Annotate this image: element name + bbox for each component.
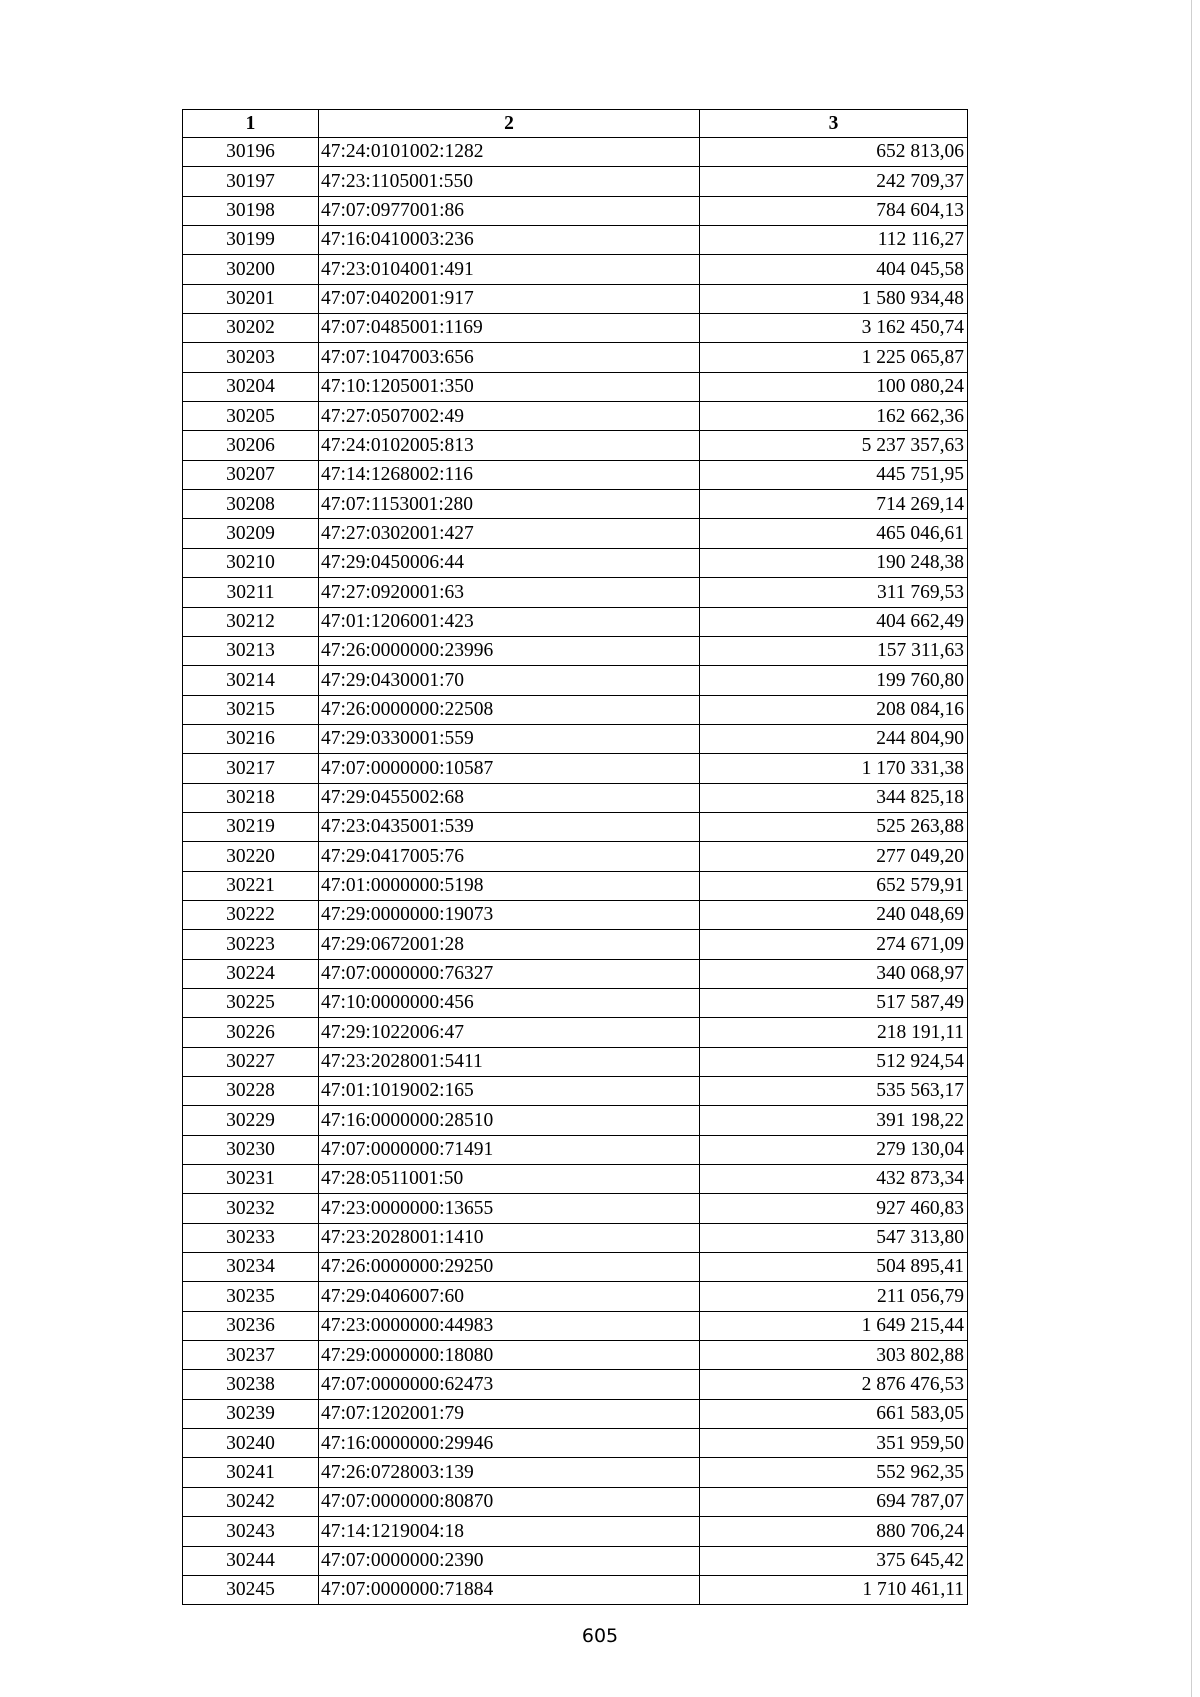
row-number-cell: 30227: [183, 1047, 319, 1076]
value-cell: 465 046,61: [700, 519, 968, 548]
value-cell: 112 116,27: [700, 226, 968, 255]
row-number-cell: 30197: [183, 167, 319, 196]
row-number-cell: 30229: [183, 1106, 319, 1135]
value-cell: 244 804,90: [700, 724, 968, 753]
table-row: [183, 1546, 968, 1575]
row-number-cell: 30241: [183, 1458, 319, 1487]
cadastral-number-cell: 47:01:1019002:165: [319, 1077, 700, 1106]
row-number-cell: 30233: [183, 1223, 319, 1252]
value-cell: 157 311,63: [700, 636, 968, 665]
page-edge-line: [1191, 0, 1192, 1697]
value-cell: 927 460,83: [700, 1194, 968, 1223]
value-cell: 517 587,49: [700, 988, 968, 1017]
value-cell: 199 760,80: [700, 666, 968, 695]
row-number-cell: 30213: [183, 636, 319, 665]
header-col-1: 1: [183, 110, 319, 138]
cadastral-number-cell: 47:23:1105001:550: [319, 167, 700, 196]
row-number-cell: 30231: [183, 1165, 319, 1194]
value-cell: 1 649 215,44: [700, 1311, 968, 1340]
table-row: [183, 783, 968, 812]
row-number-cell: 30200: [183, 255, 319, 284]
table-row: [183, 1575, 968, 1604]
table-row: [183, 431, 968, 460]
table-row: [183, 196, 968, 225]
row-number-cell: 30199: [183, 226, 319, 255]
value-cell: 694 787,07: [700, 1487, 968, 1516]
cadastral-number-cell: 47:07:0000000:76327: [319, 959, 700, 988]
table-row: [183, 314, 968, 343]
row-number-cell: 30211: [183, 578, 319, 607]
row-number-cell: 30210: [183, 548, 319, 577]
value-cell: 391 198,22: [700, 1106, 968, 1135]
row-number-cell: 30223: [183, 930, 319, 959]
row-number-cell: 30225: [183, 988, 319, 1017]
value-cell: 242 709,37: [700, 167, 968, 196]
table-row: [183, 1165, 968, 1194]
cadastral-number-cell: 47:29:0417005:76: [319, 842, 700, 871]
table-row: [183, 842, 968, 871]
table-row: [183, 578, 968, 607]
value-cell: 5 237 357,63: [700, 431, 968, 460]
cadastral-number-cell: 47:07:1202001:79: [319, 1399, 700, 1428]
cadastral-number-cell: 47:27:0920001:63: [319, 578, 700, 607]
value-cell: 1 580 934,48: [700, 284, 968, 313]
row-number-cell: 30204: [183, 372, 319, 401]
cadastral-number-cell: 47:27:0507002:49: [319, 402, 700, 431]
row-number-cell: 30238: [183, 1370, 319, 1399]
value-cell: 274 671,09: [700, 930, 968, 959]
value-cell: 525 263,88: [700, 812, 968, 841]
row-number-cell: 30220: [183, 842, 319, 871]
table-row: [183, 460, 968, 489]
value-cell: 714 269,14: [700, 490, 968, 519]
cadastral-number-cell: 47:26:0000000:22508: [319, 695, 700, 724]
cadastral-number-cell: 47:07:0000000:10587: [319, 754, 700, 783]
cadastral-number-cell: 47:07:0000000:62473: [319, 1370, 700, 1399]
cadastral-number-cell: 47:29:0430001:70: [319, 666, 700, 695]
value-cell: 512 924,54: [700, 1047, 968, 1076]
value-cell: 504 895,41: [700, 1253, 968, 1282]
value-cell: 3 162 450,74: [700, 314, 968, 343]
cadastral-number-cell: 47:29:0450006:44: [319, 548, 700, 577]
value-cell: 661 583,05: [700, 1399, 968, 1428]
value-cell: 375 645,42: [700, 1546, 968, 1575]
cadastral-number-cell: 47:23:2028001:5411: [319, 1047, 700, 1076]
value-cell: 211 056,79: [700, 1282, 968, 1311]
row-number-cell: 30221: [183, 871, 319, 900]
row-number-cell: 30240: [183, 1429, 319, 1458]
row-number-cell: 30212: [183, 607, 319, 636]
table-row: [183, 226, 968, 255]
row-number-cell: 30214: [183, 666, 319, 695]
value-cell: 277 049,20: [700, 842, 968, 871]
row-number-cell: 30239: [183, 1399, 319, 1428]
cadastral-number-cell: 47:07:0402001:917: [319, 284, 700, 313]
value-cell: 340 068,97: [700, 959, 968, 988]
table-row: [183, 1458, 968, 1487]
table-row: [183, 548, 968, 577]
cadastral-number-cell: 47:26:0000000:29250: [319, 1253, 700, 1282]
value-cell: 535 563,17: [700, 1077, 968, 1106]
table-row: [183, 343, 968, 372]
table-row: [183, 1429, 968, 1458]
row-number-cell: 30205: [183, 402, 319, 431]
table-row: [183, 1341, 968, 1370]
row-number-cell: 30202: [183, 314, 319, 343]
table-row: [183, 138, 968, 167]
table-row: [183, 607, 968, 636]
row-number-cell: 30234: [183, 1253, 319, 1282]
header-col-2: 2: [319, 110, 700, 138]
cadastral-number-cell: 47:07:1047003:656: [319, 343, 700, 372]
table-row: [183, 959, 968, 988]
row-number-cell: 30245: [183, 1575, 319, 1604]
value-cell: 218 191,11: [700, 1018, 968, 1047]
row-number-cell: 30236: [183, 1311, 319, 1340]
row-number-cell: 30243: [183, 1517, 319, 1546]
cadastral-number-cell: 47:24:0101002:1282: [319, 138, 700, 167]
table-row: [183, 812, 968, 841]
row-number-cell: 30230: [183, 1135, 319, 1164]
table-row: [183, 1487, 968, 1516]
value-cell: 162 662,36: [700, 402, 968, 431]
value-cell: 404 045,58: [700, 255, 968, 284]
row-number-cell: 30232: [183, 1194, 319, 1223]
value-cell: 2 876 476,53: [700, 1370, 968, 1399]
value-cell: 552 962,35: [700, 1458, 968, 1487]
table-row: [183, 724, 968, 753]
table-row: [183, 1106, 968, 1135]
value-cell: 1 170 331,38: [700, 754, 968, 783]
row-number-cell: 30215: [183, 695, 319, 724]
cadastral-number-cell: 47:23:0000000:44983: [319, 1311, 700, 1340]
table-row: [183, 1047, 968, 1076]
table-row: [183, 1282, 968, 1311]
value-cell: 547 313,80: [700, 1223, 968, 1252]
cadastral-number-cell: 47:10:1205001:350: [319, 372, 700, 401]
table-row: [183, 1018, 968, 1047]
page-number: 605: [581, 1625, 619, 1647]
value-cell: 190 248,38: [700, 548, 968, 577]
cadastral-number-cell: 47:07:1153001:280: [319, 490, 700, 519]
value-cell: 652 813,06: [700, 138, 968, 167]
value-cell: 880 706,24: [700, 1517, 968, 1546]
cadastral-number-cell: 47:23:0104001:491: [319, 255, 700, 284]
table-row: [183, 900, 968, 929]
header-row: [183, 110, 968, 138]
cadastral-number-cell: 47:29:0000000:19073: [319, 900, 700, 929]
table-row: [183, 284, 968, 313]
table-row: [183, 636, 968, 665]
table-row: [183, 988, 968, 1017]
cadastral-number-cell: 47:23:0000000:13655: [319, 1194, 700, 1223]
cadastral-number-cell: 47:07:0000000:80870: [319, 1487, 700, 1516]
cadastral-number-cell: 47:27:0302001:427: [319, 519, 700, 548]
table-row: [183, 255, 968, 284]
row-number-cell: 30216: [183, 724, 319, 753]
cadastral-number-cell: 47:29:0672001:28: [319, 930, 700, 959]
table-body: [183, 138, 968, 1605]
row-number-cell: 30206: [183, 431, 319, 460]
table-row: [183, 490, 968, 519]
cadastral-number-cell: 47:16:0000000:28510: [319, 1106, 700, 1135]
cadastral-number-cell: 47:01:1206001:423: [319, 607, 700, 636]
table-row: [183, 871, 968, 900]
value-cell: 303 802,88: [700, 1341, 968, 1370]
cadastral-number-cell: 47:26:0000000:23996: [319, 636, 700, 665]
row-number-cell: 30228: [183, 1077, 319, 1106]
header-col-3: 3: [700, 110, 968, 138]
cadastral-number-cell: 47:29:0406007:60: [319, 1282, 700, 1311]
value-cell: 279 130,04: [700, 1135, 968, 1164]
cadastral-number-cell: 47:23:2028001:1410: [319, 1223, 700, 1252]
row-number-cell: 30217: [183, 754, 319, 783]
value-cell: 652 579,91: [700, 871, 968, 900]
value-cell: 351 959,50: [700, 1429, 968, 1458]
value-cell: 445 751,95: [700, 460, 968, 489]
row-number-cell: 30235: [183, 1282, 319, 1311]
row-number-cell: 30208: [183, 490, 319, 519]
cadastral-number-cell: 47:07:0000000:71491: [319, 1135, 700, 1164]
row-number-cell: 30219: [183, 812, 319, 841]
table-row: [183, 695, 968, 724]
row-number-cell: 30218: [183, 783, 319, 812]
cadastral-number-cell: 47:14:1219004:18: [319, 1517, 700, 1546]
row-number-cell: 30244: [183, 1546, 319, 1575]
row-number-cell: 30242: [183, 1487, 319, 1516]
table-row: [183, 519, 968, 548]
row-number-cell: 30237: [183, 1341, 319, 1370]
table-row: [183, 1517, 968, 1546]
table-row: [183, 402, 968, 431]
table-row: [183, 1135, 968, 1164]
value-cell: 784 604,13: [700, 196, 968, 225]
table-row: [183, 754, 968, 783]
cadastral-number-cell: 47:07:0000000:71884: [319, 1575, 700, 1604]
value-cell: 344 825,18: [700, 783, 968, 812]
cadastral-number-cell: 47:23:0435001:539: [319, 812, 700, 841]
table-row: [183, 1399, 968, 1428]
table-row: [183, 1370, 968, 1399]
cadastral-number-cell: 47:29:0000000:18080: [319, 1341, 700, 1370]
cadastral-number-cell: 47:01:0000000:5198: [319, 871, 700, 900]
value-cell: 1 225 065,87: [700, 343, 968, 372]
row-number-cell: 30196: [183, 138, 319, 167]
cadastral-number-cell: 47:16:0410003:236: [319, 226, 700, 255]
cadastral-number-cell: 47:26:0728003:139: [319, 1458, 700, 1487]
table-row: [183, 1311, 968, 1340]
cadastral-number-cell: 47:07:0485001:1169: [319, 314, 700, 343]
table-row: [183, 1194, 968, 1223]
row-number-cell: 30209: [183, 519, 319, 548]
cadastral-number-cell: 47:07:0977001:86: [319, 196, 700, 225]
cadastral-number-cell: 47:28:0511001:50: [319, 1165, 700, 1194]
row-number-cell: 30224: [183, 959, 319, 988]
table-row: [183, 666, 968, 695]
cadastral-number-cell: 47:14:1268002:116: [319, 460, 700, 489]
table-row: [183, 1253, 968, 1282]
table-header: [183, 110, 968, 138]
cadastral-number-cell: 47:29:1022006:47: [319, 1018, 700, 1047]
data-table: [182, 109, 968, 1605]
value-cell: 208 084,16: [700, 695, 968, 724]
row-number-cell: 30198: [183, 196, 319, 225]
value-cell: 432 873,34: [700, 1165, 968, 1194]
table-row: [183, 372, 968, 401]
row-number-cell: 30203: [183, 343, 319, 372]
value-cell: 1 710 461,11: [700, 1575, 968, 1604]
cadastral-number-cell: 47:29:0330001:559: [319, 724, 700, 753]
table-row: [183, 167, 968, 196]
table-row: [183, 1223, 968, 1252]
value-cell: 311 769,53: [700, 578, 968, 607]
cadastral-number-cell: 47:07:0000000:2390: [319, 1546, 700, 1575]
row-number-cell: 30207: [183, 460, 319, 489]
row-number-cell: 30201: [183, 284, 319, 313]
table-row: [183, 1077, 968, 1106]
cadastral-number-cell: 47:29:0455002:68: [319, 783, 700, 812]
cadastral-number-cell: 47:24:0102005:813: [319, 431, 700, 460]
value-cell: 240 048,69: [700, 900, 968, 929]
value-cell: 100 080,24: [700, 372, 968, 401]
row-number-cell: 30226: [183, 1018, 319, 1047]
value-cell: 404 662,49: [700, 607, 968, 636]
cadastral-number-cell: 47:16:0000000:29946: [319, 1429, 700, 1458]
row-number-cell: 30222: [183, 900, 319, 929]
cadastral-number-cell: 47:10:0000000:456: [319, 988, 700, 1017]
table-row: [183, 930, 968, 959]
